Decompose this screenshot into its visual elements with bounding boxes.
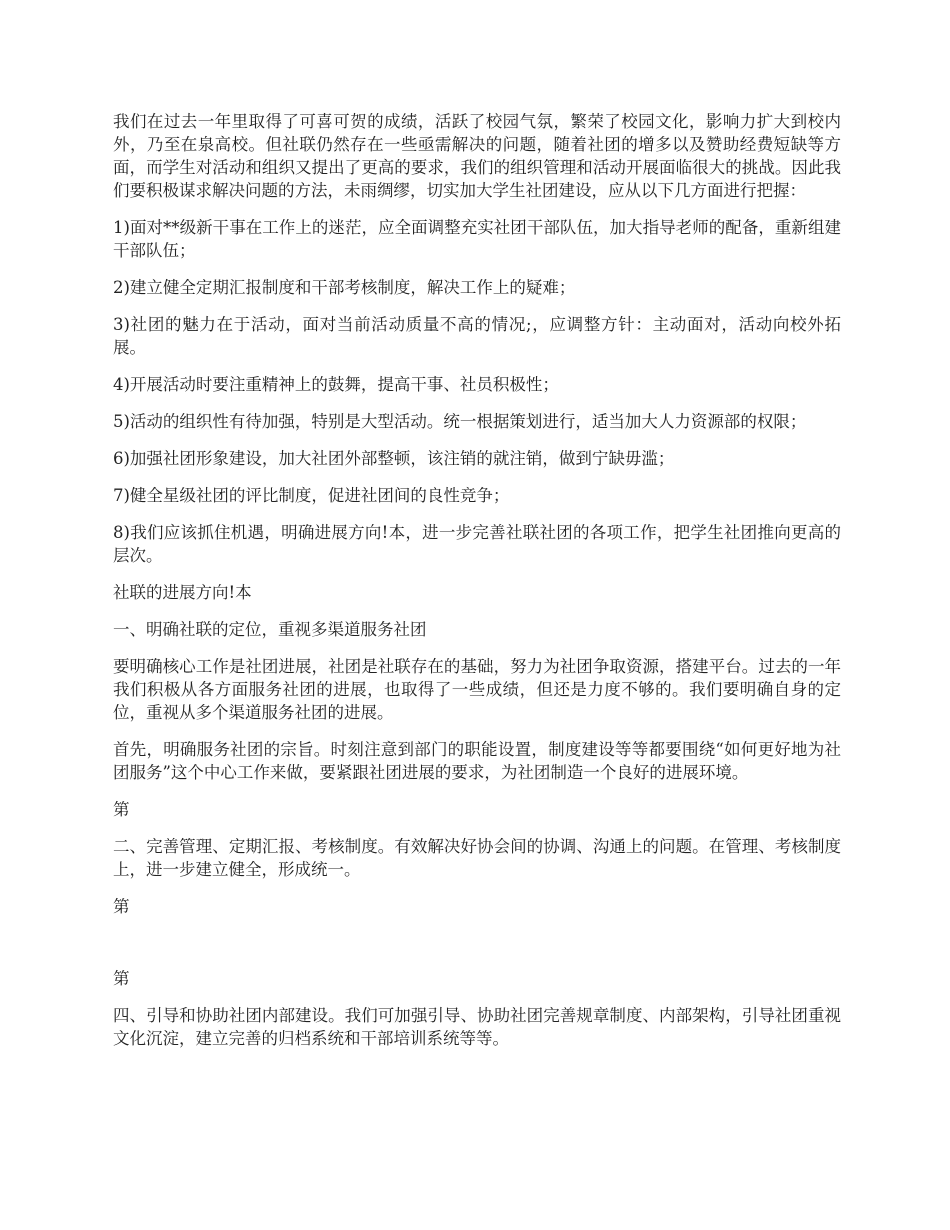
document-body xyxy=(113,110,841,1064)
blank-gap xyxy=(113,932,841,967)
list-item-5: 5)活动的组织性有待加强，特别是大型活动。统一根据策划进行，适当加大人力资源部的权限； xyxy=(113,412,807,431)
section-one-heading: 一、明确社联的定位，重视多渠道服务社团 xyxy=(113,620,427,639)
list-item-2: 2)建立健全定期汇报制度和干部考核制度，解决工作上的疑难； xyxy=(113,278,576,297)
section-one-first-point: 首先，明确服务社团的宗旨。时刻注意到部门的职能设置，制度建设等等都要围绕“如何更好地为社团服务”这个中心工作来做，要紧跟社团进展的要求，为社团制造一个良好的进展环境。 xyxy=(113,740,841,782)
ordinal-marker: 第 xyxy=(113,800,130,819)
section-two-paragraph: 二、完善管理、定期汇报、考核制度。有效解决好协会间的协调、沟通上的问题。在管理、考核制度上，进一步建立健全，形成统一。 xyxy=(113,837,841,879)
section-four-paragraph: 四、引导和协助社团内部建设。我们可加强引导、协助社团完善规章制度、内部架构，引导社团重视文化沉淀，建立完善的归档系统和干部培训系统等等。 xyxy=(113,1006,841,1048)
intro-paragraph: 我们在过去一年里取得了可喜可贺的成绩，活跃了校园气氛，繁荣了校园文化，影响力扩大到校内外，乃至在泉高校。但社联仍然存在一些亟需解决的问题，随着社团的增多以及赞助经费短缺等方面，而学生对活动和组织又提出了更高的要求，我们的组织管理和活动开展面临很大的挑战。因此我们要积极谋求解决问题的方法，未雨绸缪，切实加大学生社团建设，应从以下几方面进行把握： xyxy=(113,112,841,200)
list-item-4: 4)开展活动时要注重精神上的鼓舞，提高干事、社员积极性； xyxy=(113,375,559,394)
list-item-6: 6)加强社团形象建设，加大社团外部整顿，该注销的就注销，做到宁缺毋滥； xyxy=(113,449,675,468)
section-one-paragraph: 要明确核心工作是社团进展，社团是社联存在的基础，努力为社团争取资源，搭建平台。过去的一年我们积极从各方面服务社团的进展，也取得了一些成绩，但还是力度不够的。我们要明确自身的定位，重视从多个渠道服务社团的进展。 xyxy=(113,657,841,722)
ordinal-marker: 第 xyxy=(113,897,130,916)
list-item-7: 7)健全星级社团的评比制度，促进社团间的良性竞争； xyxy=(113,486,510,505)
list-item-8: 8)我们应该抓住机遇，明确进展方向!本，进一步完善社联社团的各项工作，把学生社团推向更高的层次。 xyxy=(113,523,841,565)
ordinal-marker: 第 xyxy=(113,969,130,988)
list-item-1: 1)面对**级新干事在工作上的迷茫，应全面调整充实社团干部队伍，加大指导老师的配备，重新组建干部队伍； xyxy=(113,218,841,260)
list-item-3: 3)社团的魅力在于活动，面对当前活动质量不高的情况;，应调整方针：主动面对，活动向校外拓展。 xyxy=(113,315,841,357)
section-heading: 社联的进展方向!本 xyxy=(113,583,252,602)
